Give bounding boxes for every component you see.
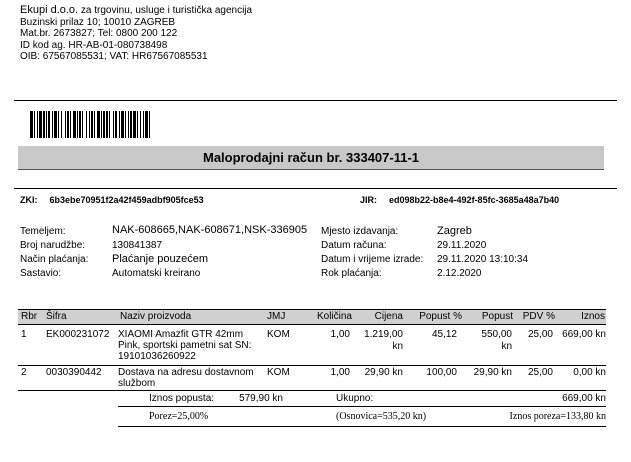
meta-label: Način plaćanja:	[20, 254, 89, 265]
row-kolicina: 1,00	[330, 367, 350, 378]
col-rbr: Rbr	[21, 311, 38, 322]
meta-label: Datum i vrijeme izrade:	[321, 254, 424, 265]
row-cijena: 1.219,00	[364, 329, 403, 340]
col-popust: Popust	[481, 311, 513, 322]
row-sifra: 0030390442	[46, 367, 102, 378]
row-jmj: KOM	[267, 329, 290, 340]
jir-value: ed098b22-b8e4-492f-85fc-3685a48a7b40	[389, 195, 560, 205]
row-naziv: službom	[118, 378, 156, 389]
row-divider	[18, 365, 606, 366]
col-pdv: PDV %	[522, 311, 555, 322]
row-divider	[18, 390, 606, 391]
row-kolicina: 1,00	[330, 329, 350, 340]
totals-divider	[118, 406, 606, 407]
meta-label: Mjesto izdavanja:	[321, 226, 399, 237]
iznos-popusta-value: 579,90 kn	[239, 393, 283, 404]
company-mat: Mat.br. 2673827; Tel: 0800 200 122	[20, 28, 178, 39]
col-popust-pct: Popust %	[419, 311, 462, 322]
meta-value: Zagreb	[437, 225, 472, 237]
company-info	[20, 5, 252, 63]
top-divider	[14, 100, 617, 101]
title-band	[18, 146, 604, 170]
meta-value: 130841387	[112, 240, 163, 251]
meta-label: Temeljem:	[20, 226, 66, 237]
row-iznos: 669,00 kn	[562, 329, 606, 340]
row-sifra: EK000231072	[46, 329, 110, 340]
meta-label: Broj narudžbe:	[20, 240, 86, 251]
zki-line	[20, 195, 204, 205]
row-jmj: KOM	[267, 367, 290, 378]
row-naziv: 19101036260922	[118, 351, 196, 362]
mid-divider	[14, 188, 617, 189]
zki-label: ZKI:	[20, 195, 38, 205]
row-popust-unit: kn	[501, 341, 512, 352]
row-pdv: 25,00	[527, 329, 553, 340]
row-cijena: 29,90 kn	[364, 367, 403, 378]
osnovica: (Osnovica=535,20 kn)	[336, 411, 427, 422]
row-rbr: 2	[21, 367, 27, 378]
meta-value: Automatski kreirano	[112, 268, 201, 279]
invoice-title: Maloprodajni račun br. 333407-11-1	[202, 150, 420, 165]
ukupno-value: 669,00 kn	[562, 393, 606, 404]
row-pdv: 25,00	[527, 367, 553, 378]
jir-line	[360, 195, 559, 205]
company-oib: OIB: 67567085531; VAT: HR67567085531	[20, 51, 208, 62]
row-rbr: 1	[21, 329, 27, 340]
company-description: za trgovinu, usluge i turistička agencija	[80, 5, 253, 16]
zki-value: 6b3ebe70951f2a42f459adbf905fce53	[49, 195, 204, 205]
company-name: Ekupi d.o.o.	[20, 4, 79, 16]
row-popust: 29,90 kn	[473, 367, 512, 378]
row-naziv: Pink, sportski pametni sat SN:	[118, 340, 252, 351]
company-address: Buzinski prilaz 10; 10010 ZAGREB	[20, 16, 176, 28]
barcode	[30, 111, 227, 138]
meta-label: Rok plaćanja:	[321, 268, 382, 279]
row-iznos: 0,00 kn	[573, 367, 606, 378]
meta-value: 29.11.2020	[437, 240, 487, 251]
totals-bottom-divider	[118, 426, 606, 427]
col-iznos: Iznos	[581, 311, 605, 322]
row-naziv: Dostava na adresu dostavnom	[118, 367, 254, 378]
row-popust-pct: 45,12	[431, 329, 457, 340]
row-popust: 550,00	[481, 329, 512, 340]
col-sifra: Šifra	[46, 311, 67, 322]
porez-label: Porez=25,00%	[149, 411, 209, 422]
meta-value: 2.12.2020	[437, 268, 482, 279]
col-naziv: Naziv proizvoda	[120, 311, 192, 322]
company-id: ID kod ag. HR-AB-01-080738498	[20, 39, 168, 51]
iznos-poreza: Iznos poreza=133,80 kn	[509, 411, 606, 422]
row-naziv: XIAOMI Amazfit GTR 42mm	[118, 329, 244, 340]
meta-label: Sastavio:	[20, 268, 62, 279]
jir-label: JIR:	[360, 195, 378, 205]
row-cijena-unit: kn	[392, 341, 403, 352]
col-jmj: JMJ	[267, 311, 286, 322]
meta-label: Datum računa:	[321, 240, 387, 251]
meta-value: 29.11.2020 13:10:34	[437, 254, 529, 265]
ukupno-label: Ukupno:	[336, 393, 374, 404]
row-popust-pct: 100,00	[426, 367, 457, 378]
meta-value: Plaćanje pouzećem	[112, 253, 209, 265]
meta-value: NAK-608665,NAK-608671,NSK-336905	[112, 224, 308, 236]
iznos-popusta-label: Iznos popusta:	[149, 393, 215, 404]
col-cijena: Cijena	[374, 311, 403, 322]
col-kolicina: Količina	[316, 311, 352, 322]
